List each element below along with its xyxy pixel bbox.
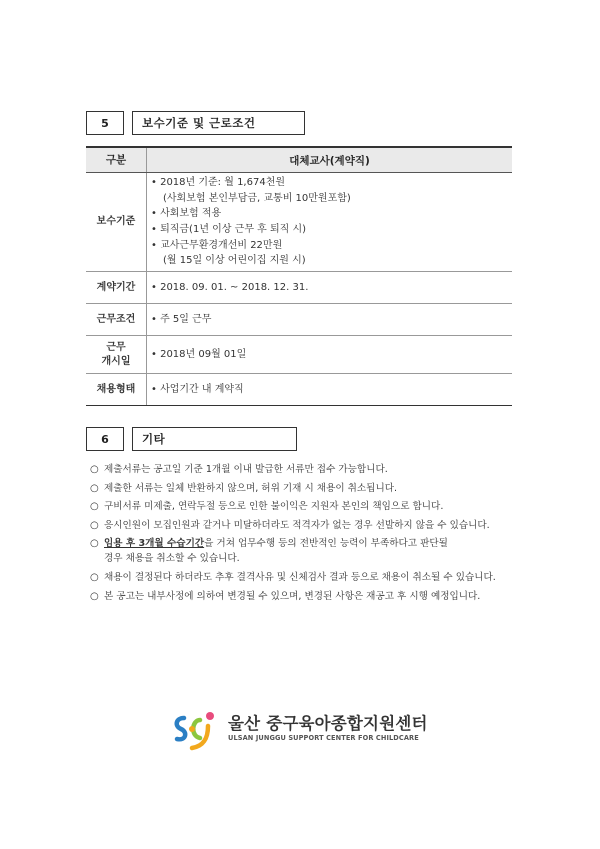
section-number: 5 <box>86 111 124 135</box>
list-item: • 사회보험 적용 <box>151 206 512 222</box>
footer <box>170 708 470 756</box>
row-value <box>147 336 513 374</box>
table-row <box>86 173 512 272</box>
circle-bullet-icon: ○ <box>90 501 99 513</box>
section-5-header <box>86 111 305 135</box>
note-item: ○ 제출한 서류는 일체 반환하지 않으며, 허위 기재 시 채용이 취소됩니다. <box>90 482 398 494</box>
conditions-table <box>86 146 512 406</box>
table-row <box>86 374 512 406</box>
section-number: 6 <box>86 427 124 451</box>
row-value <box>147 304 513 336</box>
table-row <box>86 272 512 304</box>
list-item: (월 15일 이상 어린이집 지원 시) <box>163 255 306 267</box>
section-6-header <box>86 427 297 451</box>
note-item: ○ 제출서류는 공고일 기준 1개월 이내 발급한 서류만 접수 가능합니다. <box>90 464 388 475</box>
note-item: ○ 채용이 결정된다 하더라도 추후 결격사유 및 신체검사 결과 등으로 채용이 취소될 수 있습니다. <box>90 571 496 583</box>
row-label: 계약기간 <box>86 272 147 304</box>
notes-list <box>90 462 530 607</box>
list-item: • 2018년 기준: 월 1,674천원 <box>151 175 512 191</box>
row-value <box>147 374 513 406</box>
list-item: • 교사근무환경개선비 22만원 <box>151 238 512 254</box>
note-item: ○ 응시인원이 모집인원과 같거나 미달하더라도 적격자가 없는 경우 선발하지 않을 수 있습니다. <box>90 519 490 531</box>
table-header-row <box>86 147 512 173</box>
row-label-line: 근무 <box>106 341 126 353</box>
table-row <box>86 304 512 336</box>
list-item: • 사업기간 내 계약직 <box>151 382 512 398</box>
table-row <box>86 336 512 374</box>
circle-bullet-icon: ○ <box>90 464 99 475</box>
list-item: • 퇴직금(1년 이상 근무 후 퇴직 시) <box>151 222 512 238</box>
list-item: • 2018. 09. 01. ~ 2018. 12. 31. <box>151 280 512 296</box>
center-name-korean: 울산 중구육아종합지원센터 <box>228 714 428 733</box>
note-emphasis: 임용 후 3개월 수습기간 <box>104 538 205 550</box>
circle-bullet-icon: ○ <box>90 519 99 531</box>
list-item: • 주 5일 근무 <box>151 312 512 328</box>
header-category: 구분 <box>86 147 147 173</box>
header-position: 대체교사(계약직) <box>147 147 513 173</box>
row-label: 보수기준 <box>86 173 147 272</box>
list-item: • 2018년 09월 01일 <box>151 347 512 363</box>
note-item: ○ 임용 후 3개월 수습기간을 거쳐 업무수행 등의 전반적인 능력이 부족하다고 판단될 경우 채용을 취소할 수 있습니다. <box>90 536 530 566</box>
row-label: 채용형태 <box>86 374 147 406</box>
note-item: ○ 본 공고는 내부사정에 의하여 변경될 수 있으며, 변경된 사항은 재공고 후 시행 예정입니다. <box>90 590 481 602</box>
center-name-english: ULSAN JUNGGU SUPPORT CENTER FOR CHILDCARE <box>228 734 419 742</box>
section-title: 보수기준 및 근로조건 <box>132 111 305 135</box>
list-item: (사회보험 본인부담금, 교통비 10만원포함) <box>163 192 351 204</box>
section-title: 기타 <box>132 427 297 451</box>
row-value <box>147 272 513 304</box>
circle-bullet-icon: ○ <box>90 590 99 602</box>
row-value <box>147 173 513 272</box>
row-label-line: 개시일 <box>101 355 131 367</box>
row-label: 근무조건 <box>86 304 147 336</box>
circle-bullet-icon: ○ <box>90 482 99 494</box>
circle-bullet-icon: ○ <box>90 538 99 550</box>
note-continuation: 경우 채용을 취소할 수 있습니다. <box>104 553 240 565</box>
row-label <box>86 336 147 374</box>
center-logo-icon <box>170 708 222 756</box>
note-item: ○ 구비서류 미제출, 연락두절 등으로 인한 불이익은 지원자 본인의 책임으로 합니다. <box>90 501 444 513</box>
circle-bullet-icon: ○ <box>90 571 99 583</box>
